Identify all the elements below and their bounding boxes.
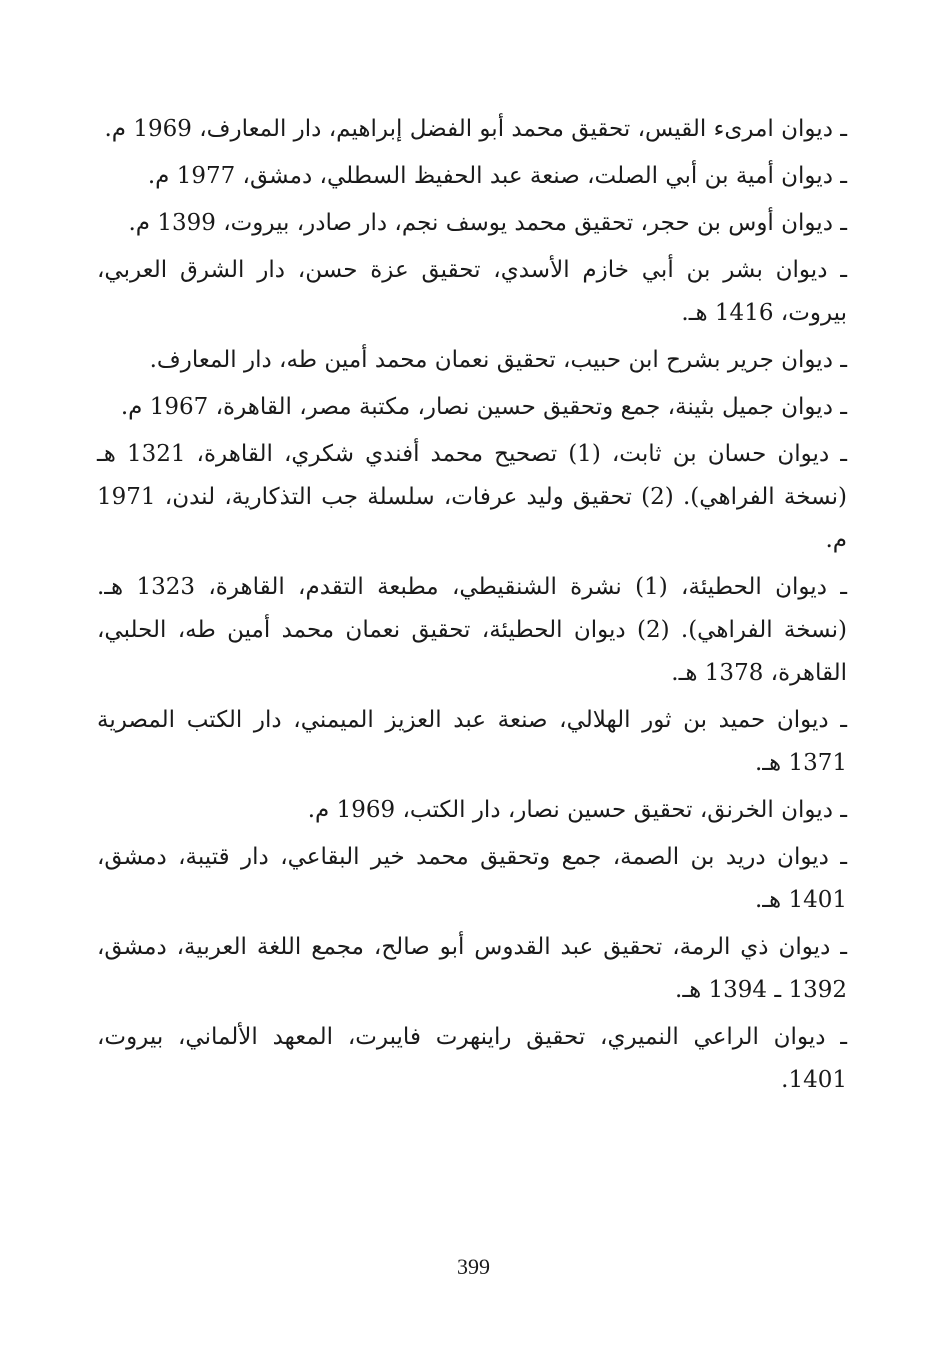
page-number: 399 <box>457 1254 490 1279</box>
bibliography-entry: ـ ديوان أمية بن أبي الصلت، صنعة عبد الحفيظ السطلي، دمشق، 1977 م. <box>147 163 847 189</box>
bibliography-entry: ـ ديوان دريد بن الصمة، جمع وتحقيق محمد خير البقاعي، دار قتيبة، دمشق، 1401 هـ. <box>97 844 847 913</box>
bibliography-entry: ـ ديوان ذي الرمة، تحقيق عبد القدوس أبو صالح، مجمع اللغة العربية، دمشق، 1392 ـ 1394 هـ. <box>97 934 847 1003</box>
bibliography-entry: ـ ديوان بشر بن أبي خازم الأسدي، تحقيق عزة حسن، دار الشرق العربي، بيروت، 1416 هـ. <box>97 257 847 326</box>
bibliography-entry: ـ ديوان امرىء القيس، تحقيق محمد أبو الفضل إبراهيم، دار المعارف، 1969 م. <box>104 116 847 142</box>
bibliography-entry: ـ ديوان حميد بن ثور الهلالي، صنعة عبد العزيز الميمني، دار الكتب المصرية 1371 هـ. <box>97 707 847 776</box>
bibliography-entry: ـ ديوان أوس بن حجر، تحقيق محمد يوسف نجم، دار صادر، بيروت، 1399 م. <box>128 210 847 236</box>
bibliography-entry: ـ ديوان حسان بن ثابت، (1) تصحيح محمد أفندي شكري، القاهرة، 1321 هـ (نسخة الفراهي). (2) تحقيق وليد عرفات، سلسلة جب التذكارية، لندن، 1971 م. <box>97 441 847 553</box>
bibliography-entry: ـ ديوان جميل بثينة، جمع وتحقيق حسين نصار، مكتبة مصر، القاهرة، 1967 م. <box>120 394 847 420</box>
bibliography-entry: ـ ديوان الراعي النميري، تحقيق راينهرت فايبرت، المعهد الألماني، بيروت، 1401. <box>97 1024 847 1093</box>
bibliography-entry: ـ ديوان الخرنق، تحقيق حسين نصار، دار الكتب، 1969 م. <box>307 797 847 823</box>
bibliography-entry: ـ ديوان الحطيئة، (1) نشرة الشنقيطي، مطبعة التقدم، القاهرة، 1323 هـ. (نسخة الفراهي). (2) ديوان الحطيئة، تحقيق نعمان محمد أمين طه، الحلبي، القاهرة، 1378 هـ. <box>97 574 847 686</box>
bibliography-list <box>97 108 847 1106</box>
bibliography-entry: ـ ديوان جرير بشرح ابن حبيب، تحقيق نعمان محمد أمين طه، دار المعارف. <box>149 347 847 373</box>
